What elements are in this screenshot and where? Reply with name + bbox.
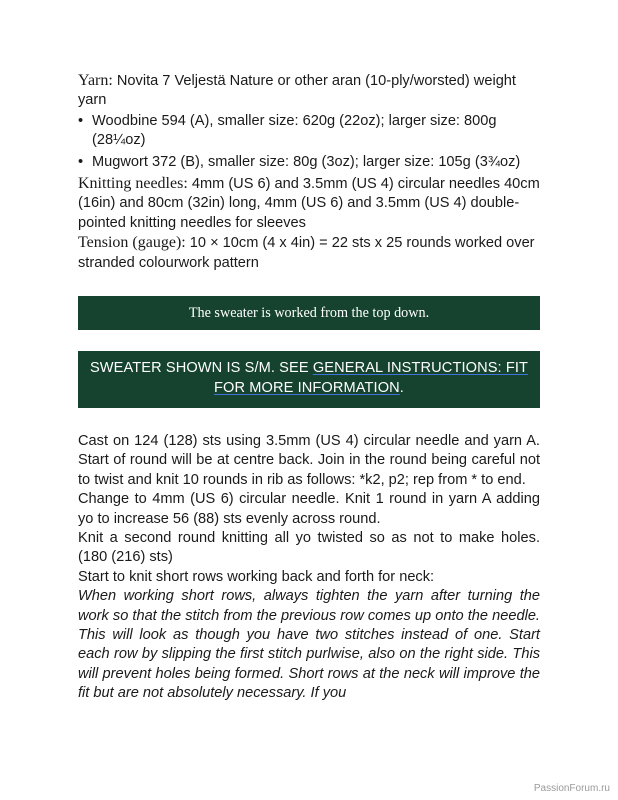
instruction-paragraph-second-round: Knit a second round knitting all yo twisted so as not to make holes. (180 (216) sts)	[78, 530, 540, 566]
yarn-item-a: Woodbine 594 (A), smaller size: 620g (22oz); larger size: 800g (28¼oz)	[92, 112, 497, 149]
general-instructions-link[interactable]: GENERAL INSTRUCTIONS: FIT FOR MORE INFORMATION	[214, 360, 529, 396]
bullet-icon: •	[78, 153, 84, 170]
instruction-paragraph-cast-on: Cast on 124 (128) sts using 3.5mm (US 4) circular needle and yarn A. Start of round will be at centre back. Join in the round being careful not to twist and knit 10 rounds in rib as follows: *k2, p2; rep from * to end.	[78, 433, 540, 488]
needles-line	[78, 174, 544, 233]
instruction-paragraph-change-needle: Change to 4mm (US 6) circular needle. Knit 1 round in yarn A adding yo to increase 56 (88) sts evenly across round.	[78, 491, 540, 527]
tension-text: 10 × 10cm (4 x 4in) = 22 sts x 25 rounds worked over stranded colourwork pattern	[78, 235, 535, 271]
size-suffix: .	[399, 379, 404, 396]
needles-label: Knitting needles:	[78, 175, 188, 193]
materials-section	[78, 71, 544, 273]
instructions-section	[78, 432, 540, 704]
size-banner	[78, 351, 540, 408]
yarn-list	[78, 112, 544, 172]
tension-line	[78, 233, 544, 273]
yarn-line	[78, 71, 544, 111]
top-down-banner	[78, 296, 540, 330]
yarn-label: Yarn:	[78, 72, 113, 89]
yarn-item-b: Mugwort 372 (B), smaller size: 80g (3oz); larger size: 105g (3¾oz)	[92, 153, 521, 170]
top-down-text: The sweater is worked from the top down.	[188, 305, 430, 321]
instruction-note-short-rows: When working short rows, always tighten the yarn after turning the work so that the stitch from the previous row comes up onto the needle. This will look as though you have two stitches instead of one. Start each row by slipping the first stitch purlwise, also on the right side. This will prevent holes being formed. Short rows at the neck will improve the fit but are not absolutely necessary. If you	[78, 588, 540, 702]
instruction-paragraph-short-rows: Start to knit short rows working back and forth for neck:	[78, 568, 435, 585]
list-item	[78, 153, 544, 172]
tension-label: Tension (gauge):	[78, 234, 186, 252]
yarn-text: Novita 7 Veljestä Nature or other aran (10-ply/worsted) weight yarn	[78, 73, 516, 109]
list-item	[78, 112, 544, 151]
needles-text: 4mm (US 6) and 3.5mm (US 4) circular needles 40cm (16in) and 80cm (32in) long, 4mm (US 6) and 3.5mm (US 4) double-pointed knitting needles for sleeves	[78, 176, 540, 231]
bullet-icon: •	[78, 112, 84, 129]
watermark: PassionForum.ru	[533, 783, 610, 794]
size-prefix: SWEATER SHOWN IS S/M. SEE	[89, 360, 313, 376]
